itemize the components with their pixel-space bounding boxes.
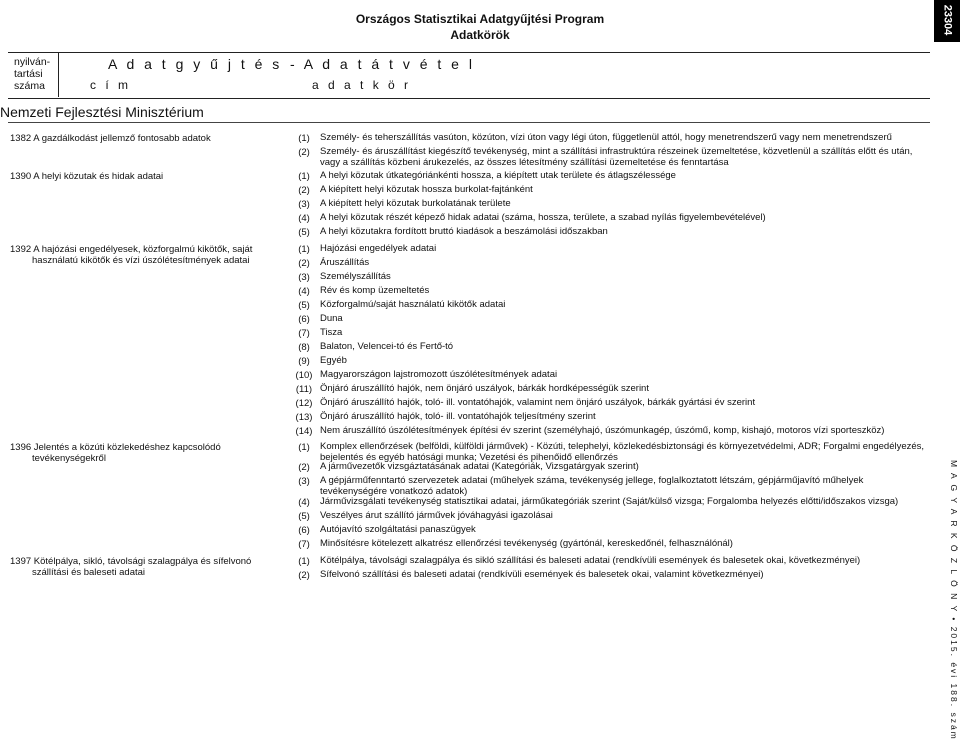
section-divider bbox=[8, 122, 930, 123]
row-number: (1) bbox=[298, 556, 310, 567]
row-description: Személyszállítás bbox=[320, 271, 391, 282]
row-description: Minősítésre kötelezett alkatrész ellenőrzési tevékenység (gyártónál, kereskedőnél, felhasználónál) bbox=[320, 538, 733, 549]
row-number: (11) bbox=[295, 384, 313, 395]
row-description: Autójavító szolgáltatási panaszügyek bbox=[320, 524, 476, 535]
row-number: (14) bbox=[295, 426, 313, 437]
row-code: 1382 A gazdálkodást jellemző fontosabb adatok bbox=[10, 133, 211, 144]
header-col1-line3: száma bbox=[14, 80, 45, 92]
program-subtitle: Adatkörök bbox=[450, 28, 510, 42]
header-col3-bottom: a d a t k ö r bbox=[312, 78, 412, 92]
row-number: (1) bbox=[298, 133, 310, 144]
journal-side-text: M A G Y A R K Ö Z L Ö N Y • 2015. évi 188. szám bbox=[949, 460, 959, 741]
row-description: Kötélpálya, távolsági szalagpálya és sikló szállítási és baleseti adatai (rendkívüli események és balesetek okai, következményei) bbox=[320, 555, 861, 566]
program-title: Országos Statisztikai Adatgyűjtési Program bbox=[355, 12, 605, 26]
row-code-continued: tevékenységekről bbox=[32, 453, 106, 464]
journal-side-label bbox=[944, 460, 959, 741]
row-description: Sífelvonó szállítási és baleseti adatai (rendkívüli események és balesetek okai, valamint következményei) bbox=[320, 569, 764, 580]
row-number: (9) bbox=[298, 356, 310, 367]
row-description: A helyi közutakra fordított bruttó kiadások a beszámolási időszakban bbox=[320, 226, 608, 237]
header-col2-bottom: c í m bbox=[90, 78, 131, 92]
row-number: (6) bbox=[298, 525, 310, 536]
row-description: Komplex ellenőrzések (belföldi, külföldi járművek) - Közúti, telephelyi, közlekedésbiztonsági és környezetvédelmi, ADR; Forgalmi engedélyezés, bejelentés és egyéb hatósági munka; Vezetési és pihenőidő ellenőrzés bbox=[320, 441, 925, 463]
row-number: (8) bbox=[298, 342, 310, 353]
row-number: (1) bbox=[298, 244, 310, 255]
header-col1-line1: nyilván- bbox=[14, 56, 51, 68]
row-number: (10) bbox=[295, 370, 313, 381]
row-number: (12) bbox=[295, 398, 313, 409]
row-code-continued: használatú kikötők és vízi úszólétesítmények adatai bbox=[32, 255, 250, 266]
row-description: Tisza bbox=[320, 327, 343, 338]
header-col3-top: - A d a t á t v é t e l bbox=[290, 56, 475, 72]
row-description: Magyarországon lajstromozott úszólétesítmények adatai bbox=[320, 369, 558, 380]
row-description: Önjáró áruszállító hajók, nem önjáró uszályok, bárkák hordképességük szerint bbox=[320, 383, 649, 394]
row-code: 1397 Kötélpálya, sikló, távolsági szalagpálya és sífelvonó bbox=[10, 556, 252, 567]
row-description: A kiépített helyi közutak hossza burkolat-fajtánként bbox=[320, 184, 533, 195]
row-description: Személy- és teherszállítás vasúton, közúton, vízi úton vagy légi úton, függetlenül attól, hogy menetrendszerű vagy nem menetrendszerű bbox=[320, 132, 892, 143]
row-description: Nem áruszállító úszólétesítmények építési év szerint (személyhajó, úszómunkagép, úszómű, komp, kishajó, motoros vízi sporteszköz) bbox=[320, 425, 885, 436]
header-col1-line2: tartási bbox=[14, 68, 43, 80]
row-number: (1) bbox=[298, 442, 310, 453]
row-number: (3) bbox=[298, 272, 310, 283]
row-number: (5) bbox=[298, 511, 310, 522]
page-number: 23304 bbox=[941, 4, 954, 36]
row-code: 1392 A hajózási engedélyesek, közforgalmú kikötők, saját bbox=[10, 244, 253, 255]
row-number: (13) bbox=[295, 412, 313, 423]
row-code: 1390 A helyi közutak és hidak adatai bbox=[10, 171, 164, 182]
row-description: Rév és komp üzemeltetés bbox=[320, 285, 430, 296]
row-number: (1) bbox=[298, 171, 310, 182]
row-number: (2) bbox=[298, 185, 310, 196]
row-number: (3) bbox=[298, 476, 310, 487]
row-description: Személy- és áruszállítást kiegészítő tevékenység, mint a szállítási infrastruktúra részeinek üzemeltetése, közvetlenül a szállítás előtt és után, vagy a szállítás közbeni árukezelés, az összes létesítmény szállítási üzemeltetése és fenntartása bbox=[320, 146, 913, 168]
row-description: A kiépített helyi közutak burkolatának területe bbox=[320, 198, 511, 209]
row-number: (4) bbox=[298, 497, 310, 508]
row-number: (2) bbox=[298, 147, 310, 158]
row-description: Közforgalmú/saját használatú kikötők adatai bbox=[320, 299, 506, 310]
row-number: (5) bbox=[298, 300, 310, 311]
row-description: Önjáró áruszállító hajók, toló- ill. vontatóhajók teljesítmény szerint bbox=[320, 411, 596, 422]
row-description: Áruszállítás bbox=[320, 257, 370, 268]
header-divider bbox=[58, 52, 59, 97]
row-number: (2) bbox=[298, 462, 310, 473]
row-number: (4) bbox=[298, 213, 310, 224]
ministry-heading: Nemzeti Fejlesztési Minisztérium bbox=[0, 104, 204, 120]
row-description: Egyéb bbox=[320, 355, 347, 366]
row-number: (4) bbox=[298, 286, 310, 297]
row-number: (7) bbox=[298, 539, 310, 550]
row-number: (5) bbox=[298, 227, 310, 238]
row-code: 1396 Jelentés a közúti közlekedéshez kapcsolódó bbox=[10, 442, 221, 453]
row-code-continued: szállítási és baleseti adatai bbox=[32, 567, 146, 578]
row-number: (6) bbox=[298, 314, 310, 325]
row-description: Duna bbox=[320, 313, 343, 324]
row-description: Hajózási engedélyek adatai bbox=[320, 243, 437, 254]
row-description: A helyi közutak részét képező hidak adatai (száma, hossza, területe, a szabad nyílás figyelembevételével) bbox=[320, 212, 766, 223]
row-description: A gépjárműfenntartó szervezetek adatai (műhelyek száma, tevékenység jellege, foglalkoztatott létszám, gépjárműjavító műhelyek tevékenységére vonatkozó adatok) bbox=[320, 475, 864, 497]
row-description: A járművezetők vizsgáztatásának adatai (Kategóriák, Vizsgatárgyak szerint) bbox=[320, 461, 639, 472]
row-number: (7) bbox=[298, 328, 310, 339]
row-number: (3) bbox=[298, 199, 310, 210]
row-description: Járművizsgálati tevékenység statisztikai adatai, járműkategóriák szerint (Saját/külső vizsga; Forgalomba helyezés előtti/időszakos vizsga) bbox=[320, 496, 899, 507]
row-number: (2) bbox=[298, 570, 310, 581]
row-description: Veszélyes árut szállító járművek jóváhagyási igazolásai bbox=[320, 510, 553, 521]
header-col2-top: A d a t g y ű j t é s bbox=[108, 56, 283, 72]
row-description: Önjáró áruszállító hajók, toló- ill. vontatóhajók, valamint nem önjáró uszályok, bárkák gyártási év szerint bbox=[320, 397, 756, 408]
row-description: Balaton, Velencei-tó és Fertő-tó bbox=[320, 341, 454, 352]
row-number: (2) bbox=[298, 258, 310, 269]
row-description: A helyi közutak útkategóriánkénti hossza, a kiépített utak területe és átlagszélessége bbox=[320, 170, 676, 181]
